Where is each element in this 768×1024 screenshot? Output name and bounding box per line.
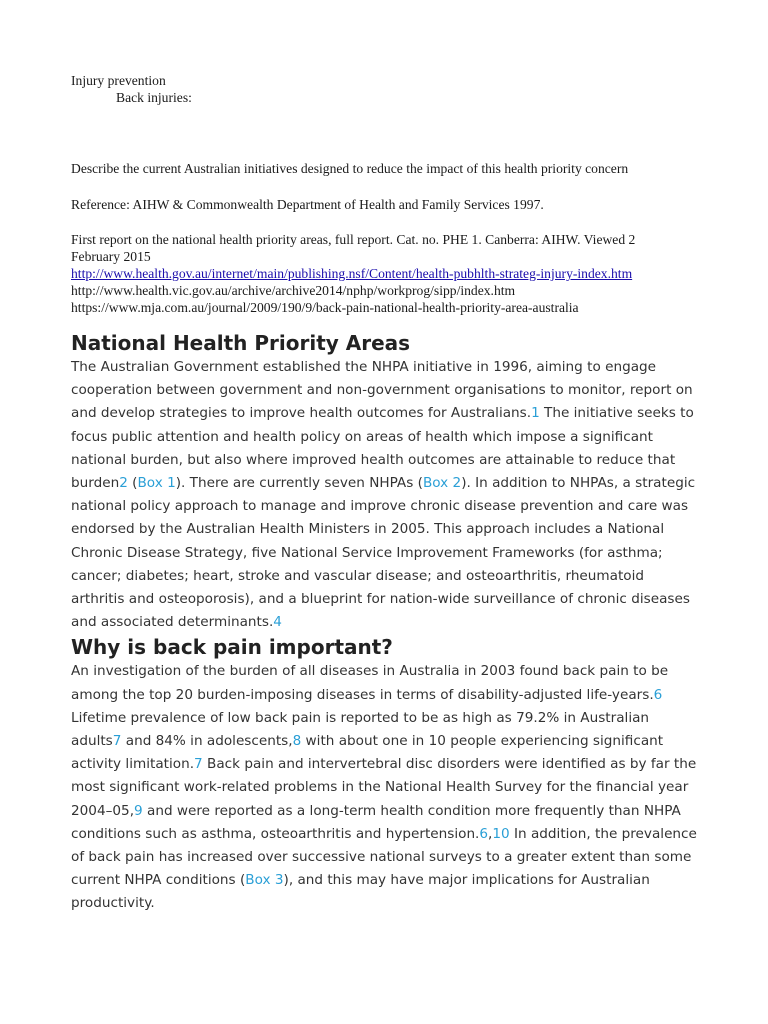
section-nhpa (71, 330, 701, 634)
subtopic-title: Back injuries: (116, 90, 192, 105)
reference-line: Reference: AIHW & Commonwealth Department of Health and Family Services 1997. (71, 197, 544, 212)
text-run: and 84% in adolescents, (121, 733, 293, 750)
footnote-ref-7[interactable]: 7 (112, 733, 122, 750)
health-gov-link[interactable]: http://www.health.gov.au/internet/main/publishing.nsf/Content/health-pubhlth-strateg-injury-index.htm (71, 266, 633, 281)
footnote-ref-1[interactable]: 1 (531, 405, 540, 422)
text-run: ( (127, 475, 138, 492)
footnote-ref-4[interactable]: 4 (273, 614, 282, 631)
footnote-ref-6b[interactable]: 6 (479, 825, 489, 842)
section-heading-nhpa: National Health Priority Areas (71, 331, 411, 355)
section-heading-back-pain: Why is back pain important? (71, 635, 393, 660)
reference-list (71, 231, 701, 316)
footnote-ref-7b[interactable]: 7 (194, 756, 203, 773)
section-back-pain (71, 634, 701, 915)
health-vic-url: http://www.health.vic.gov.au/archive/archive2014/nphp/workprog/sipp/index.htm (71, 283, 516, 298)
text-run: ). In addition to NHPAs, a strategic national policy approach to manage and improve chronic disease prevention and care was endorsed by the Australian Health Ministers in 2005. This approach includes a National Chronic Disease Strategy, five National Service Improvement Frameworks (for asthma; cancer; diabetes; heart, stroke and vascular disease; and osteoarthritis, rheumatoid arthritis and osteoporosis), and a blueprint for nation-wide surveillance of chronic diseases and associated determinants. (71, 475, 696, 631)
section-paragraph-nhpa (71, 356, 701, 634)
text-run: An investigation of the burden of all diseases in Australia in 2003 found back pain to be among the top 20 burden-imposing diseases in terms of disability-adjusted life-years. (71, 663, 669, 703)
box-1-link[interactable]: Box 1 (137, 475, 176, 492)
box-3-link[interactable]: Box 3 (245, 872, 284, 889)
text-run: The Australian Government established the NHPA initiative in 1996, aiming to engage cooperation between government and non-government organisations to monitor, report on and develop strategies to improve health outcomes for Australians. (71, 359, 693, 422)
text-run: , (488, 825, 493, 842)
footnote-ref-10[interactable]: 10 (492, 825, 510, 842)
footnote-ref-2[interactable]: 2 (119, 475, 128, 492)
topic-title: Injury prevention (71, 73, 166, 88)
mja-url: https://www.mja.com.au/journal/2009/190/9/back-pain-national-health-priority-area-australia (71, 300, 579, 315)
text-run: ), and this may have major implications for Australian productivity. (71, 872, 650, 912)
text-run: with about one in 10 people experiencing significant activity limitation. (71, 733, 664, 773)
report-citation-line-2: February 2015 (71, 249, 151, 264)
text-run: The initiative seeks to focus public attention and health policy on areas of health which impose a significant national burden, but also where improved health outcomes are attainable to reduce that burden (71, 405, 694, 492)
footnote-ref-8[interactable]: 8 (292, 733, 302, 750)
text-run: ). There are currently seven NHPAs ( (175, 475, 423, 492)
footnote-ref-9[interactable]: 9 (134, 802, 143, 819)
text-run: In addition, the prevalence of back pain has increased over successive national surveys to a greater extent than some current NHPA conditions ( (71, 825, 697, 889)
document-page (71, 72, 701, 916)
footnote-ref-6[interactable]: 6 (653, 686, 663, 703)
box-2-link[interactable]: Box 2 (422, 475, 462, 492)
section-paragraph-back-pain (71, 660, 701, 915)
report-citation-line-1: First report on the national health priority areas, full report. Cat. no. PHE 1. Canberra: AIHW. Viewed 2 (71, 232, 636, 247)
text-run: and were reported as a long-term health condition more frequently than NHPA conditions such as asthma, osteoarthritis and hypertension. (71, 802, 681, 842)
task-prompt: Describe the current Australian initiatives designed to reduce the impact of this health priority concern (71, 161, 629, 176)
text-run: Back pain and intervertebral disc disorders were identified as by far the most significant work-related problems in the National Health Survey for the financial year 2004–05, (71, 756, 697, 819)
text-run: Lifetime prevalence of low back pain is reported to be as high as 79.2% in Australian adults (71, 709, 650, 750)
